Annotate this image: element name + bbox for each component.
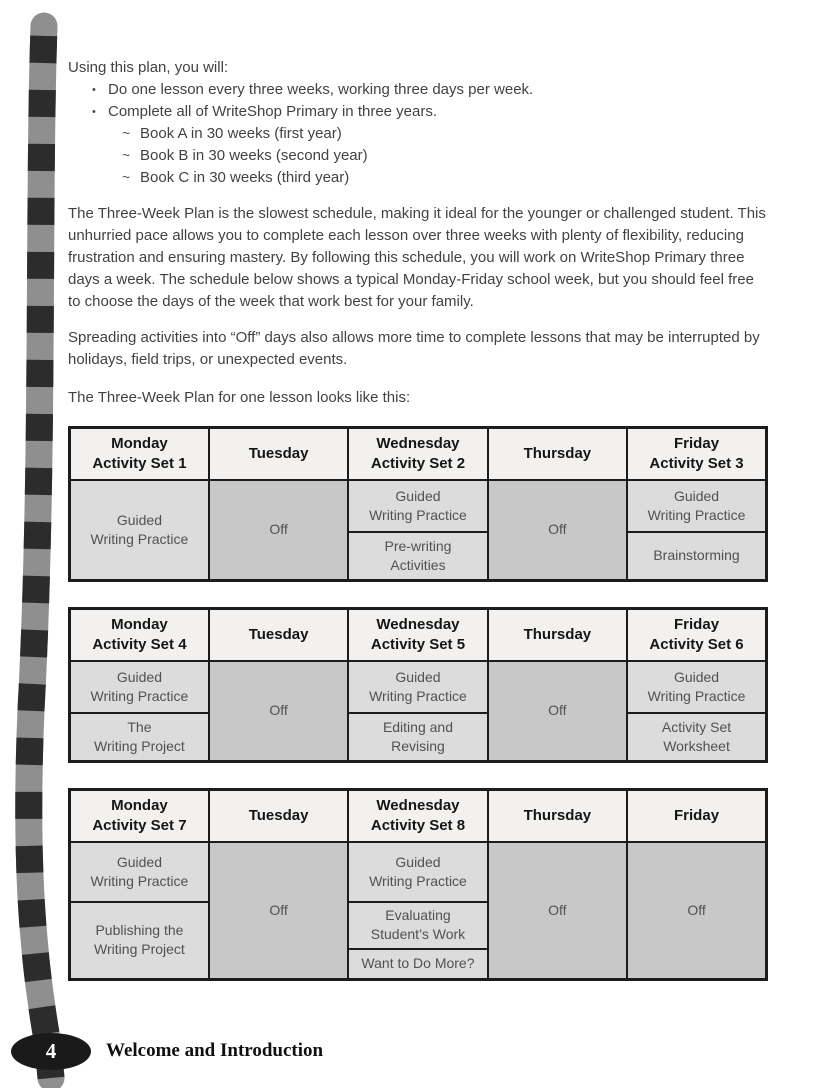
day-header-wednesday — [348, 609, 487, 661]
day-header-friday — [627, 790, 766, 842]
list-item — [92, 101, 770, 123]
activity-cell — [70, 842, 209, 902]
table-row — [70, 842, 767, 902]
cell-text: Evaluating — [385, 907, 451, 923]
cell-text: Guided — [395, 853, 441, 870]
day-label: Wednesday — [376, 434, 460, 452]
day-header-monday — [70, 428, 209, 480]
cell-text: Guided — [395, 668, 441, 685]
day-header-monday — [70, 790, 209, 842]
cell-text: Student’s Work — [370, 926, 466, 942]
table-header-row — [70, 790, 767, 842]
cell-text: Guided — [395, 487, 441, 504]
list-item — [92, 79, 770, 101]
cell-text: Revising — [391, 737, 445, 754]
tilde-bullet-icon: ~ — [122, 125, 131, 141]
list-item — [122, 123, 770, 145]
activity-cell — [348, 842, 487, 902]
day-label: Wednesday — [376, 796, 460, 814]
cell-text: Guided — [116, 511, 163, 528]
table-header-row — [70, 609, 767, 661]
cell-text: Guided — [673, 668, 720, 685]
day-header-monday — [70, 609, 209, 661]
sub-bullet-list — [68, 123, 770, 189]
day-header-friday — [627, 609, 766, 661]
cell-text: Writing Practice — [369, 506, 467, 523]
table-row — [70, 480, 767, 532]
tilde-bullet-icon: ~ — [122, 169, 131, 185]
cell-text: Brainstorming — [653, 547, 740, 564]
paragraph: Spreading activities into “Off” days also allows more time to complete lessons that may be interrupted by holidays, field trips, or unexpected events. — [68, 329, 760, 368]
activity-cell — [348, 713, 487, 762]
cell-text: Writing Practice — [90, 530, 189, 547]
three-week-plan-table-week-1 — [68, 426, 768, 582]
day-header-tuesday — [209, 609, 348, 661]
day-label: Thursday — [523, 806, 592, 824]
sub-bullet-text: Book B in 30 weeks (second year) — [140, 147, 368, 164]
day-label: Tuesday — [248, 806, 309, 824]
activity-set-label: Activity Set 3 — [649, 454, 744, 472]
cell-text: Writing Practice — [90, 872, 189, 889]
table-intro: The Three-Week Plan for one lesson looks like this: — [68, 389, 411, 406]
activity-set-label: Activity Set 8 — [370, 816, 466, 834]
day-header-tuesday — [209, 428, 348, 480]
cell-text: Pre-writing — [384, 537, 452, 554]
day-header-wednesday — [348, 790, 487, 842]
cell-text: Off — [548, 702, 567, 719]
cell-text: Guided — [673, 487, 720, 504]
activity-set-label: Activity Set 7 — [92, 816, 187, 834]
activity-cell — [70, 713, 209, 762]
off-day-cell — [209, 842, 348, 980]
day-header-thursday — [488, 790, 627, 842]
activity-cell — [70, 480, 209, 581]
table-row — [70, 661, 767, 713]
bullet-text: Complete all of WriteShop Primary in three years. — [108, 103, 438, 120]
activity-set-label: Activity Set 1 — [92, 454, 187, 472]
off-day-cell — [209, 661, 348, 762]
day-header-tuesday — [209, 790, 348, 842]
cell-text: Activities — [390, 556, 446, 573]
activity-cell — [348, 949, 487, 980]
activity-cell — [627, 713, 766, 762]
cell-text: Off — [548, 521, 567, 538]
activity-cell — [627, 480, 766, 532]
activity-set-label: Activity Set 4 — [92, 635, 187, 653]
table-row — [70, 713, 767, 762]
day-label: Tuesday — [248, 625, 309, 643]
activity-cell — [70, 661, 209, 713]
cell-text: Want to Do More? — [361, 955, 475, 972]
main-content — [68, 57, 770, 981]
off-day-cell — [488, 842, 627, 980]
cell-text: Writing Practice — [90, 687, 189, 704]
sub-bullet-text: Book A in 30 weeks (first year) — [140, 125, 342, 142]
cell-text: Writing Project — [94, 737, 185, 754]
section-title: Welcome and Introduction — [106, 1040, 324, 1061]
cell-text: Editing and — [382, 718, 453, 735]
day-label: Monday — [111, 434, 168, 452]
day-header-thursday — [488, 609, 627, 661]
activity-cell — [70, 902, 209, 980]
activity-cell — [627, 532, 766, 581]
cell-text: Off — [548, 901, 567, 918]
cell-text: Writing Practice — [369, 872, 467, 889]
cell-text: Activity Set — [661, 718, 732, 735]
activity-cell — [348, 480, 487, 532]
day-label: Tuesday — [248, 444, 309, 462]
day-header-thursday — [488, 428, 627, 480]
cell-text: Writing Practice — [369, 687, 467, 704]
activity-cell — [348, 661, 487, 713]
day-label: Monday — [111, 796, 168, 814]
three-week-plan-table-week-2 — [68, 607, 768, 763]
day-label: Wednesday — [376, 615, 460, 633]
activity-set-label: Activity Set 6 — [649, 635, 744, 653]
cell-text: Off — [269, 521, 288, 538]
cell-text: The — [127, 718, 152, 735]
cell-text: Off — [269, 702, 288, 719]
day-header-friday — [627, 428, 766, 480]
three-week-plan-table-week-3 — [68, 788, 768, 981]
day-label: Friday — [674, 434, 720, 452]
cell-text: Publishing the — [95, 922, 184, 939]
bullet-icon: • — [92, 106, 96, 118]
paragraph: The Three-Week Plan is the slowest schedule, making it ideal for the younger or challenged student. This unhurried pace allows you to complete each lesson over three weeks with plenty of flexibility, reducing frustration and ensuring mastery. By following this schedule, you will work on WriteShop Primary three days a week. The schedule below shows a typical Monday-Friday school week, but you should feel free to choose the days of the week that work best for your family. — [68, 205, 766, 310]
cell-text: Writing Practice — [647, 687, 746, 704]
activity-set-label: Activity Set 2 — [370, 454, 466, 472]
list-item — [122, 145, 770, 167]
day-header-wednesday — [348, 428, 487, 480]
day-label: Friday — [674, 615, 720, 633]
page-number: 4 — [45, 1039, 57, 1063]
activity-cell — [348, 532, 487, 581]
cell-text: Off — [269, 901, 288, 918]
day-label: Thursday — [523, 444, 592, 462]
off-day-cell — [488, 661, 627, 762]
day-label: Friday — [674, 806, 720, 824]
bullet-icon: • — [92, 84, 96, 96]
day-label: Monday — [111, 615, 168, 633]
tilde-bullet-icon: ~ — [122, 147, 131, 163]
bullet-text: Do one lesson every three weeks, working three days per week. — [108, 81, 534, 98]
bullet-list — [68, 79, 770, 123]
list-item — [122, 167, 770, 189]
cell-text: Guided — [116, 853, 163, 870]
table-header-row — [70, 428, 767, 480]
activity-set-label: Activity Set 5 — [370, 635, 466, 653]
cell-text: Guided — [116, 668, 163, 685]
cell-text: Worksheet — [663, 737, 730, 754]
day-label: Thursday — [523, 625, 592, 643]
cell-text: Writing Project — [94, 941, 185, 958]
sub-bullet-text: Book C in 30 weeks (third year) — [140, 169, 350, 186]
off-day-cell — [488, 480, 627, 581]
off-day-cell — [209, 480, 348, 581]
off-day-cell — [627, 842, 766, 980]
cell-text: Off — [687, 901, 706, 918]
activity-cell — [627, 661, 766, 713]
cell-text: Writing Practice — [647, 506, 746, 523]
page-number-badge — [11, 1033, 91, 1070]
activity-cell — [348, 902, 487, 949]
intro-lead: Using this plan, you will: — [68, 59, 229, 76]
